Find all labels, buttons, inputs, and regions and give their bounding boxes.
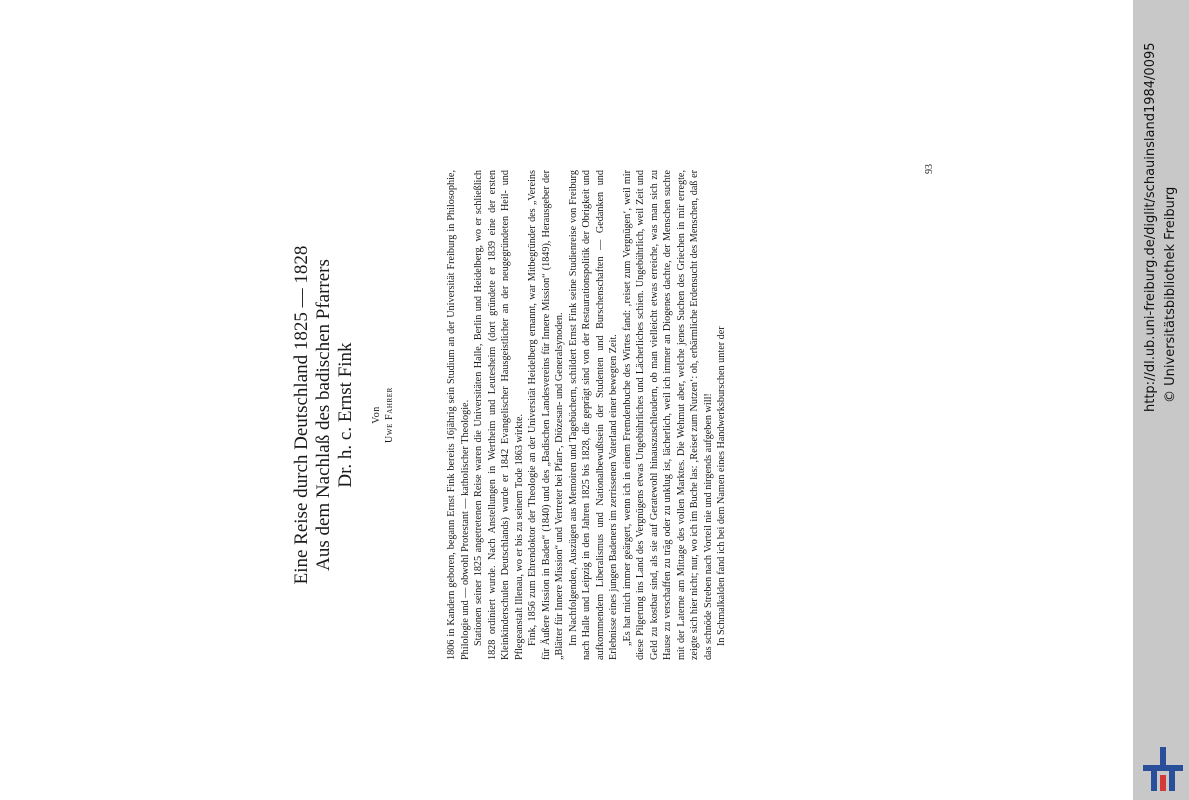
paragraph: Stationen seiner 1825 angetretenen Reise waren die Universitäten Halle, Berlin und Heidelberg, wo er schließlich 1828 ordiniert wurde. Nach Anstellungen in Wertheim und Leutesheim (dort gründete er 1839 eine der ersten Kleinkinderschulen Deutschlands) wurde er 1842 Evangelischer Hausgeistlicher an der neugegründeten Heil- und Pflegeanstalt Illenau, wo er bis zu seinem Tode 1863 wirkte. xyxy=(473,170,525,660)
paragraph: „Es hat mich immer geärgert, wenn ich in einem Fremdenbuche des Wirtes fand: ‚reiset zum Vergnügen‘, weil mir diese Pilgerung ins Land des Vergnügens etwas Ungebührliches und Lächerliches schien. Ungebührlich, weil Zeit und Geld zu kostbar sind, als sie auf Geratewohl hinauszuschleudern, ob man vielleicht etwas erreiche, was man sich zu Hause zu verschaffen zu träg oder zu unklug ist, lächerlich, weil ich immer an Diogenes dachte, der Menschen suchte mit der Laterne am Mittage des vollen Marktes. Die Wehmut aber, welche jenes Suchen des Griechen in mir erregte, zeigte sich hier nicht; nur, wo ich im Buche las: ‚Reiset zum Nutzen‘: oh, erbärmliche Erdensucht des Menschen, daß er das schnöde Streben nach Vorteil nie und nirgends aufgeben will! xyxy=(621,170,714,660)
title-line: Eine Reise durch Deutschland 1825 — 1828 xyxy=(291,245,312,585)
page-number xyxy=(924,152,938,182)
paragraph: 1806 in Kandern geboren, begann Ernst Fink bereits 16jährig sein Studium an der Universität Freiburg in Philosophie, Philologie und — obwohl Protestant — katholischer Theologie. xyxy=(446,170,471,660)
copyright-text: © Universitätsbibliothek Freiburg xyxy=(1163,186,1178,403)
page-number-text: 93 xyxy=(924,164,935,174)
title-line: Aus dem Nachlaß des badischen Pfarrers xyxy=(313,259,334,571)
paragraph: In Schmalkalden fand ich bei dem Namen eines Handwerksburschen unter der xyxy=(716,326,727,646)
ub-freiburg-logo-icon xyxy=(1141,745,1185,793)
sidebar-text xyxy=(1133,0,1189,800)
author-name: Uwe Fahrer xyxy=(384,387,395,443)
sidebar xyxy=(1133,0,1189,800)
article-body xyxy=(445,170,729,660)
paragraph: Fink, 1856 zum Ehrendoktor der Theologie an der Universität Heidelberg ernannt, war Mitbegründer des „Vereins für Äußere Mission in Baden“ (1840) und des „Badischen Landesvereins für Innere Mission“ (1849), Herausgeber der „Blätter für Innere Mission“ und Vertreter bei Pfarr-, Diözesan- und Generalsynoden. xyxy=(527,170,565,660)
article-title xyxy=(287,170,357,660)
rotated-article xyxy=(287,170,787,660)
paragraph: Im Nachfolgenden, Auszügen aus Memoiren und Tagebüchern, schildert Ernst Fink seine Studienreise von Freiburg nach Halle und Leipzig in den Jahren 1825 bis 1828, die geprägt sind von der Restaurationspolitik der Obrigkeit und aufkommendem Liberalismus und Nationalbewußtsein der Studenten und Burschenschaften — Gedanken und Erlebnisse eines jungen Badeners im zerrissenen Vaterland einer bewegten Zeit. xyxy=(567,170,619,660)
byline-von: Von xyxy=(371,406,382,424)
title-line: Dr. h. c. Ernst Fink xyxy=(335,342,356,488)
source-url-link[interactable]: http://dl.ub.uni-freiburg.de/diglit/schauinsland1984/0095 xyxy=(1143,42,1158,412)
